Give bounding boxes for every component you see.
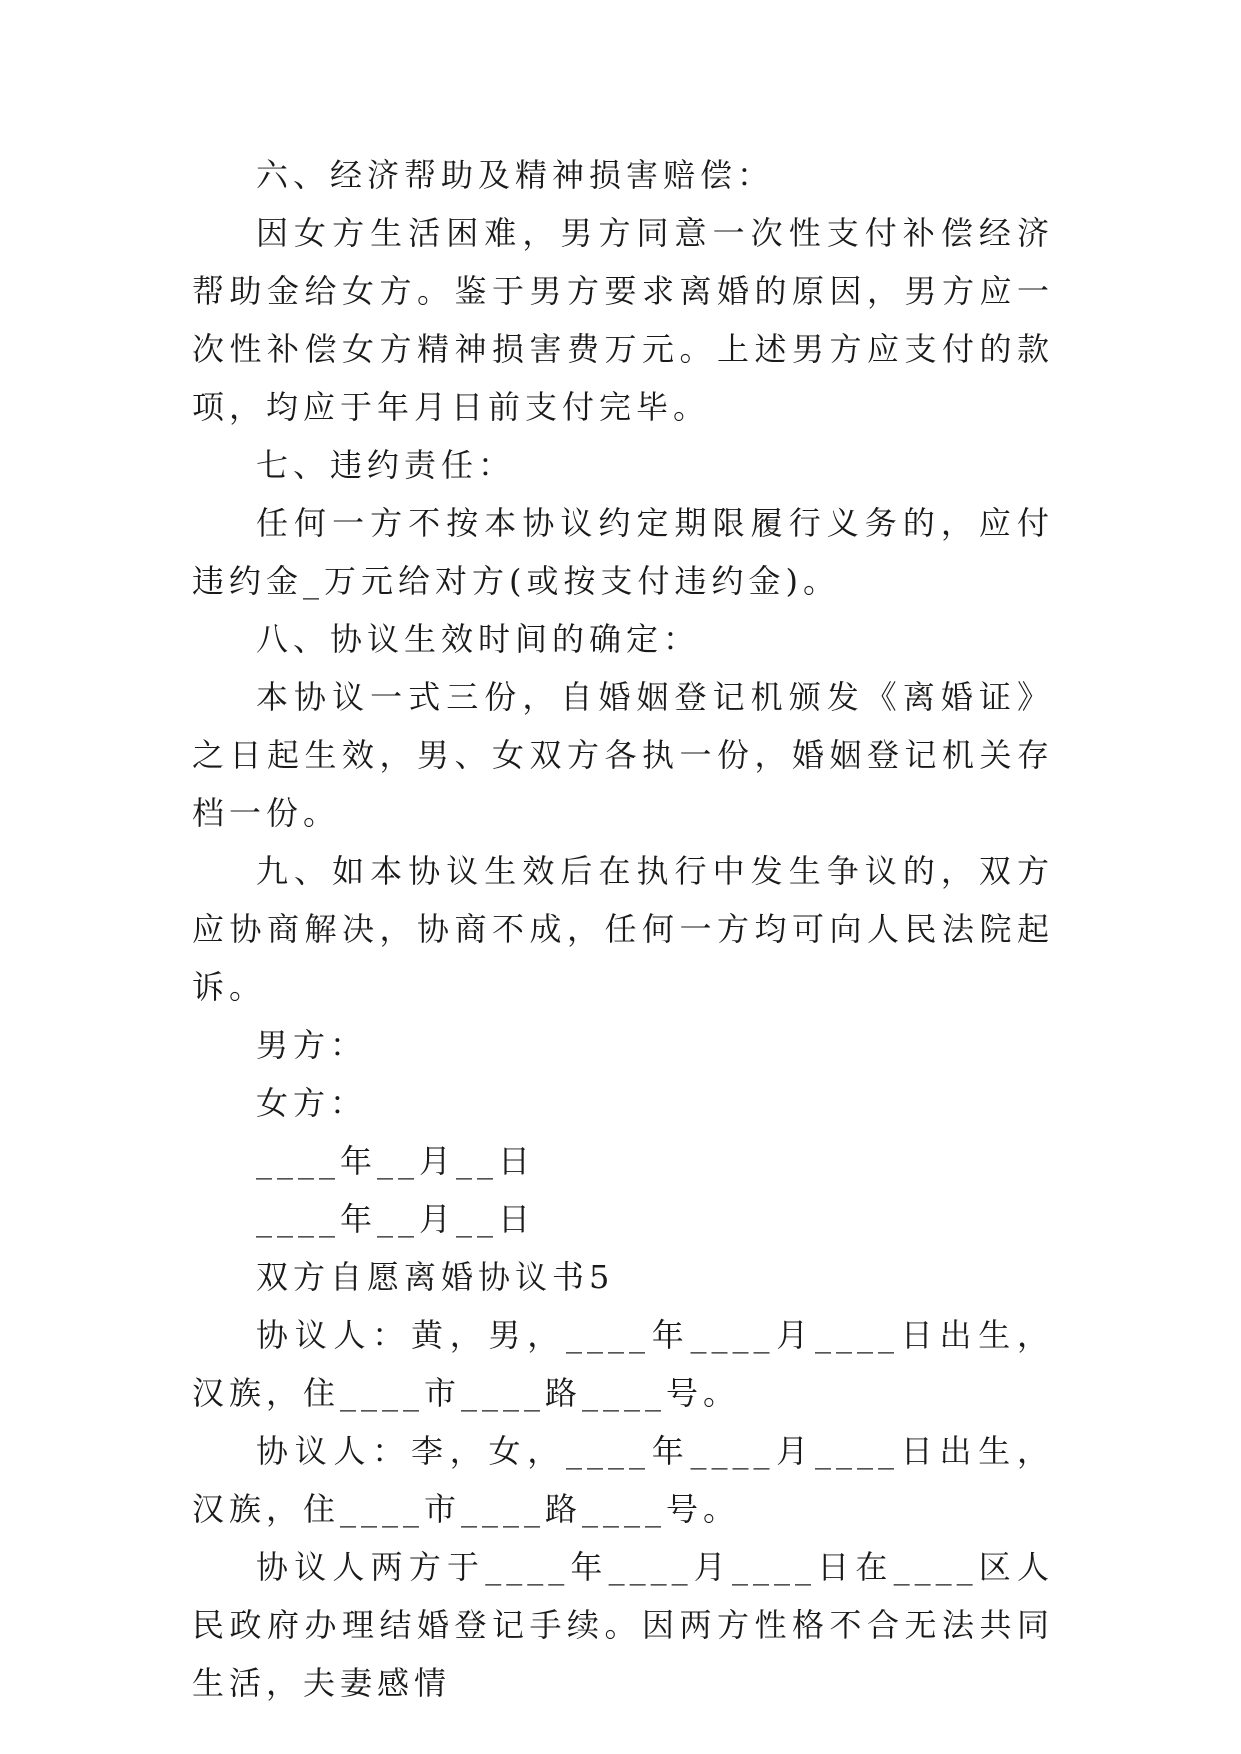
party-male: 协议人：黄，男，____年____月____日出生，汉族，住____市____路____号。 bbox=[192, 1316, 1054, 1412]
agreement-title: 双方自愿离婚协议书5 bbox=[256, 1258, 615, 1296]
paragraph-marriage-registration: 协议人两方于____年____月____日在____区人民政府办理结婚登记手续。因两方性格不合无法共同生活，夫妻感情 bbox=[192, 1548, 1054, 1702]
date-line: ____年__月__日 bbox=[256, 1200, 536, 1238]
section-heading-financial-aid: 六、经济帮助及精神损害赔偿： bbox=[256, 156, 775, 194]
party-female: 协议人：李，女，____年____月____日出生，汉族，住____市____路____号。 bbox=[192, 1432, 1054, 1528]
paragraph-effective-date: 本协议一式三份，自婚姻登记机颁发《离婚证》之日起生效，男、女双方各执一份，婚姻登记机关存档一份。 bbox=[192, 678, 1054, 832]
paragraph-financial-aid: 因女方生活困难，男方同意一次性支付补偿经济帮助金给女方。鉴于男方要求离婚的原因，男方应一次性补偿女方精神损害费万元。上述男方应支付的款项，均应于年月日前支付完毕。 bbox=[192, 214, 1054, 426]
document-body bbox=[192, 146, 1054, 1712]
paragraph-breach: 任何一方不按本协议约定期限履行义务的，应付违约金_万元给对方(或按支付违约金)。 bbox=[192, 504, 1054, 600]
paragraph-dispute: 九、如本协议生效后在执行中发生争议的，双方应协商解决，协商不成，任何一方均可向人民法院起诉。 bbox=[192, 852, 1054, 1006]
signature-male: 男方： bbox=[256, 1026, 368, 1064]
date-line: ____年__月__日 bbox=[256, 1142, 536, 1180]
section-heading-breach: 七、违约责任： bbox=[256, 446, 516, 484]
signature-female: 女方： bbox=[256, 1084, 368, 1122]
section-heading-effective-date: 八、协议生效时间的确定： bbox=[256, 620, 701, 658]
